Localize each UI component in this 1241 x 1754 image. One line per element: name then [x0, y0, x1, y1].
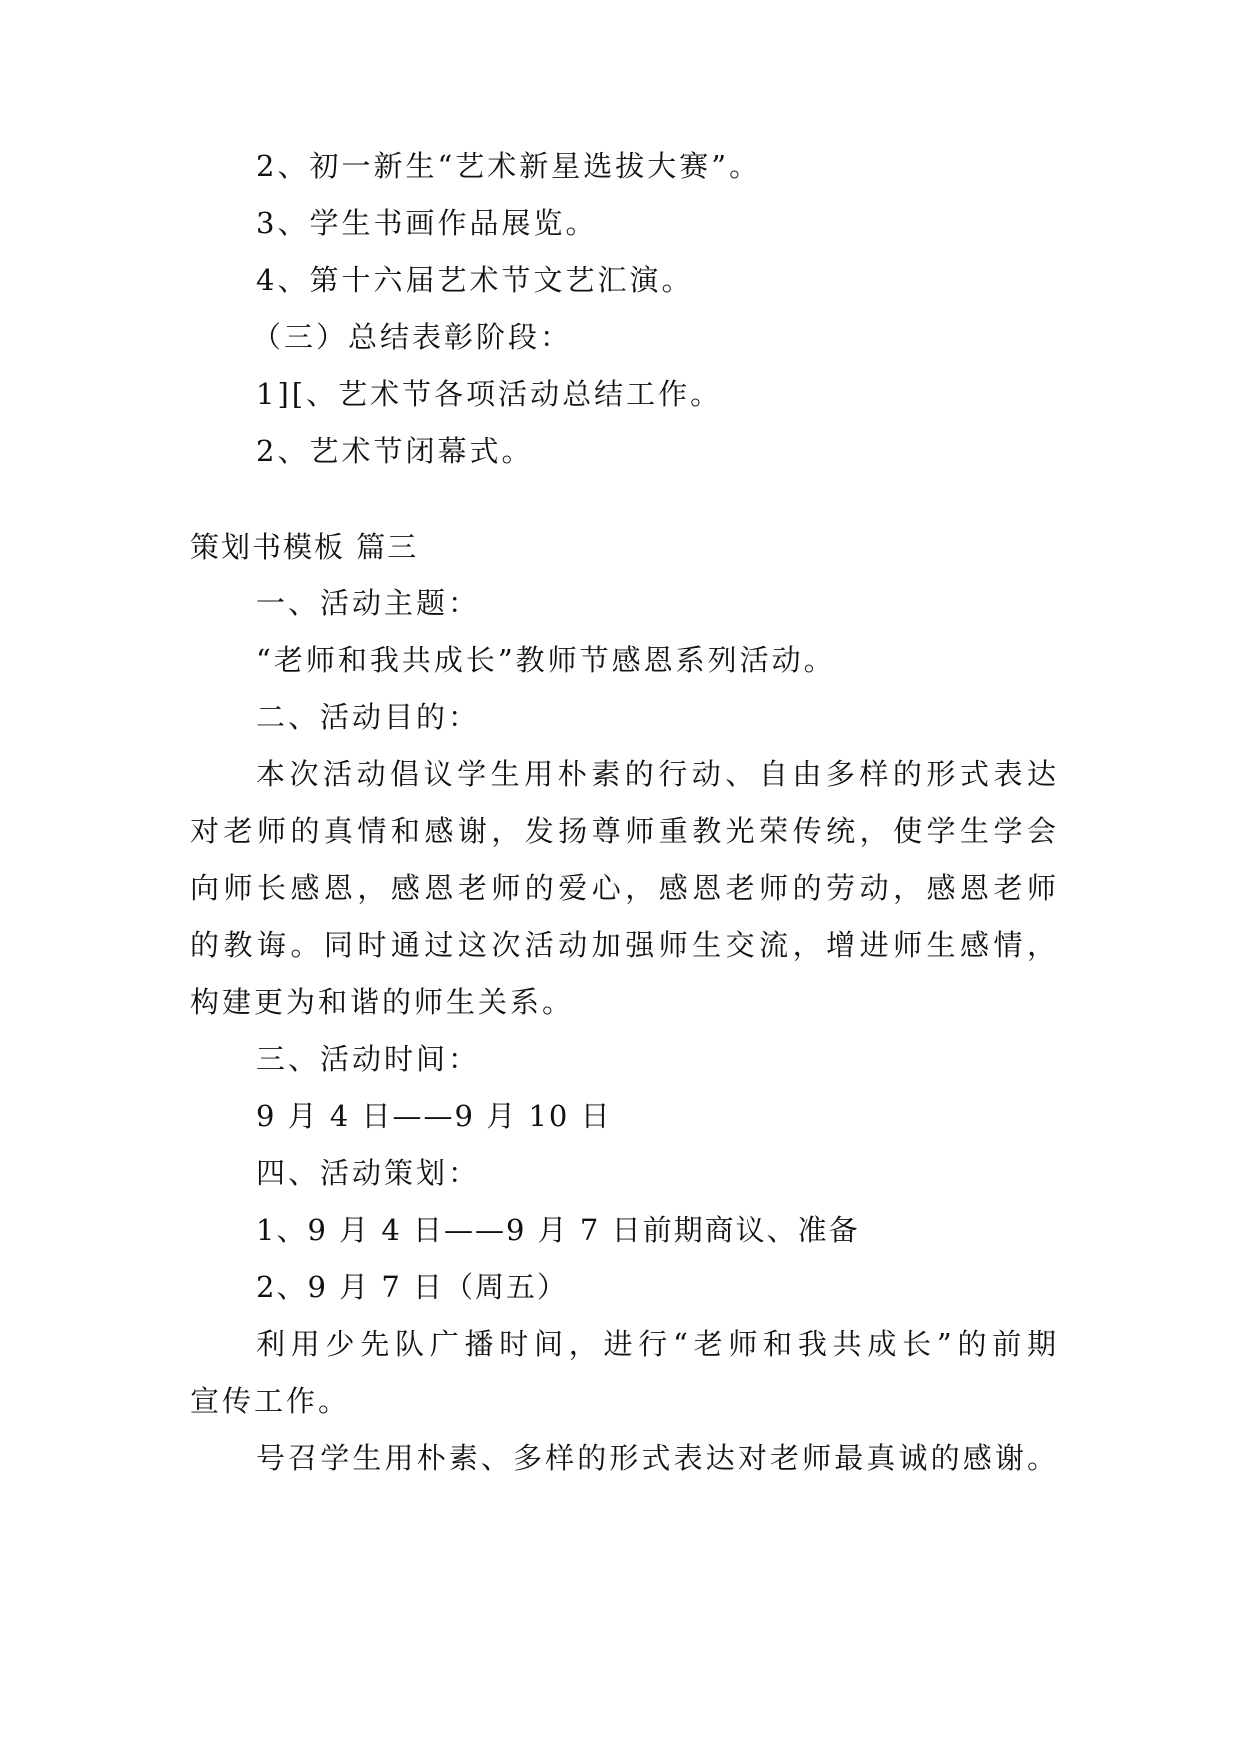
stage-heading: （三）总结表彰阶段： — [252, 320, 573, 354]
paragraph-line: 本次活动倡议学生用朴素的行动、自由多样的形式表达 — [256, 757, 1056, 791]
section-title: 策划书模板 篇三 — [190, 530, 419, 564]
list-item: 2、9 月 7 日（周五） — [256, 1270, 569, 1304]
time-heading: 三、活动时间： — [256, 1042, 481, 1076]
paragraph-line: 号召学生用朴素、多样的形式表达对老师最真诚的感谢。 — [256, 1441, 1056, 1475]
list-item: 2、初一新生“艺术新星选拔大赛”。 — [256, 149, 762, 183]
paragraph-line: 构建更为和谐的师生关系。 — [190, 985, 575, 1019]
theme-text: “老师和我共成长”教师节感恩系列活动。 — [256, 643, 836, 677]
theme-heading: 一、活动主题： — [256, 586, 481, 620]
list-item: 1][、艺术节各项活动总结工作。 — [256, 377, 723, 411]
list-item: 2、艺术节闭幕式。 — [256, 434, 534, 468]
time-text: 9 月 4 日——9 月 10 日 — [256, 1099, 612, 1133]
list-item: 4、第十六届艺术节文艺汇演。 — [256, 263, 694, 297]
paragraph-line: 对老师的真情和感谢，发扬尊师重教光荣传统，使学生学会 — [190, 814, 1056, 848]
paragraph-line: 向师长感恩，感恩老师的爱心，感恩老师的劳动，感恩老师 — [190, 871, 1056, 905]
list-item: 1、9 月 4 日——9 月 7 日前期商议、准备 — [256, 1213, 860, 1247]
paragraph-line: 利用少先队广播时间，进行“老师和我共成长”的前期 — [256, 1327, 1056, 1361]
list-item: 3、学生书画作品展览。 — [256, 206, 598, 240]
purpose-heading: 二、活动目的： — [256, 700, 481, 734]
plan-heading: 四、活动策划： — [256, 1156, 481, 1190]
paragraph-line: 宣传工作。 — [190, 1384, 351, 1418]
paragraph-line: 的教诲。同时通过这次活动加强师生交流，增进师生感情， — [190, 928, 1056, 962]
